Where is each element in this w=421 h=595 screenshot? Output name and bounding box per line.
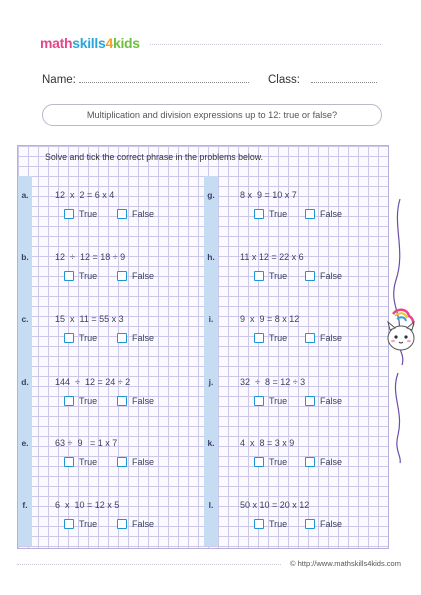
true-option[interactable] bbox=[64, 209, 97, 219]
checkbox[interactable] bbox=[305, 396, 315, 406]
false-option[interactable] bbox=[305, 271, 342, 281]
false-label: False bbox=[320, 519, 343, 529]
checkbox[interactable] bbox=[117, 333, 127, 343]
false-label: False bbox=[320, 333, 343, 343]
checkbox[interactable] bbox=[117, 396, 127, 406]
false-label: False bbox=[132, 333, 155, 343]
problem-expression: 15 x 11 = 55 x 3 bbox=[55, 314, 124, 324]
checkbox[interactable] bbox=[305, 271, 315, 281]
true-label: True bbox=[269, 333, 288, 343]
checkbox[interactable] bbox=[254, 519, 264, 529]
true-label: True bbox=[79, 209, 98, 219]
true-label: True bbox=[269, 209, 288, 219]
problem-expression: 12 ÷ 12 = 18 ÷ 9 bbox=[55, 252, 126, 262]
false-option[interactable] bbox=[305, 457, 342, 467]
false-label: False bbox=[132, 457, 155, 467]
false-option[interactable] bbox=[117, 271, 154, 281]
problem-expression: 12 x 2 = 6 x 4 bbox=[55, 190, 115, 200]
problem-letter: i. bbox=[208, 314, 214, 324]
problem-expression: 4 x 8 = 3 x 9 bbox=[240, 438, 295, 448]
true-label: True bbox=[79, 457, 98, 467]
logo-part: skills bbox=[72, 35, 106, 51]
false-option[interactable] bbox=[117, 333, 154, 343]
name-line bbox=[42, 74, 249, 86]
false-option[interactable] bbox=[117, 519, 154, 529]
checkbox[interactable] bbox=[254, 271, 264, 281]
right-letter-band bbox=[204, 176, 218, 546]
false-option[interactable] bbox=[305, 333, 342, 343]
false-label: False bbox=[132, 209, 155, 219]
checkbox[interactable] bbox=[305, 333, 315, 343]
false-label: False bbox=[320, 271, 343, 281]
logo-part: kids bbox=[112, 35, 140, 51]
checkbox[interactable] bbox=[254, 396, 264, 406]
true-label: True bbox=[269, 271, 288, 281]
false-label: False bbox=[132, 271, 155, 281]
footer-divider bbox=[17, 564, 281, 565]
true-label: True bbox=[269, 396, 288, 406]
checkbox[interactable] bbox=[305, 519, 315, 529]
class-field[interactable] bbox=[311, 82, 377, 83]
instruction-text: Solve and tick the correct phrase in the problems below. bbox=[45, 152, 264, 162]
problem-letter: j. bbox=[208, 377, 214, 387]
checkbox[interactable] bbox=[254, 457, 264, 467]
true-option[interactable] bbox=[64, 333, 97, 343]
footer-url: © http://www.mathskills4kids.com bbox=[290, 559, 401, 568]
checkbox[interactable] bbox=[64, 209, 74, 219]
unicorn-cat-icon bbox=[383, 308, 419, 358]
false-label: False bbox=[320, 457, 343, 467]
problem-expression: 11 x 12 = 22 x 6 bbox=[240, 252, 304, 262]
problem-expression: 6 x 10 = 12 x 5 bbox=[55, 500, 120, 510]
problem-expression: 8 x 9 = 10 x 7 bbox=[240, 190, 297, 200]
checkbox[interactable] bbox=[64, 333, 74, 343]
true-option[interactable] bbox=[254, 396, 287, 406]
true-option[interactable] bbox=[254, 333, 287, 343]
false-option[interactable] bbox=[117, 209, 154, 219]
checkbox[interactable] bbox=[64, 271, 74, 281]
header-divider bbox=[150, 44, 381, 45]
false-option[interactable] bbox=[117, 396, 154, 406]
false-option[interactable] bbox=[305, 396, 342, 406]
problem-expression: 63 ÷ 9 = 1 x 7 bbox=[55, 438, 118, 448]
false-label: False bbox=[132, 396, 155, 406]
checkbox[interactable] bbox=[117, 457, 127, 467]
true-option[interactable] bbox=[254, 519, 287, 529]
checkbox[interactable] bbox=[117, 519, 127, 529]
true-label: True bbox=[79, 333, 98, 343]
class-label: Class: bbox=[268, 74, 300, 86]
true-label: True bbox=[79, 396, 98, 406]
name-field[interactable] bbox=[79, 82, 249, 83]
site-logo bbox=[40, 35, 140, 51]
true-option[interactable] bbox=[64, 396, 97, 406]
false-label: False bbox=[320, 396, 343, 406]
checkbox[interactable] bbox=[64, 396, 74, 406]
true-label: True bbox=[79, 519, 98, 529]
problem-expression: 9 x 9 = 8 x 12 bbox=[240, 314, 300, 324]
problem-letter: d. bbox=[21, 377, 29, 387]
true-option[interactable] bbox=[254, 457, 287, 467]
problem-letter: a. bbox=[21, 190, 29, 200]
left-letter-band bbox=[18, 176, 32, 546]
graph-paper bbox=[17, 145, 389, 549]
problem-expression: 50 x 10 = 20 x 12 bbox=[240, 500, 310, 510]
class-line bbox=[268, 74, 377, 86]
true-option[interactable] bbox=[64, 519, 97, 529]
problem-letter: b. bbox=[21, 252, 29, 262]
true-label: True bbox=[269, 519, 288, 529]
problem-letter: l. bbox=[208, 500, 214, 510]
problem-letter: g. bbox=[207, 190, 215, 200]
checkbox[interactable] bbox=[64, 457, 74, 467]
checkbox[interactable] bbox=[117, 209, 127, 219]
true-option[interactable] bbox=[64, 457, 97, 467]
logo-part: math bbox=[40, 35, 73, 51]
true-label: True bbox=[269, 457, 288, 467]
false-option[interactable] bbox=[117, 457, 154, 467]
checkbox[interactable] bbox=[254, 333, 264, 343]
problem-letter: h. bbox=[207, 252, 215, 262]
problem-letter: k. bbox=[207, 438, 215, 448]
true-option[interactable] bbox=[64, 271, 97, 281]
problem-letter: c. bbox=[21, 314, 29, 324]
problem-letter: e. bbox=[21, 438, 29, 448]
checkbox[interactable] bbox=[117, 271, 127, 281]
false-option[interactable] bbox=[305, 209, 342, 219]
problem-expression: 144 ÷ 12 = 24 ÷ 2 bbox=[55, 377, 131, 387]
name-label: Name: bbox=[42, 74, 76, 86]
true-label: True bbox=[79, 271, 98, 281]
false-option[interactable] bbox=[305, 519, 342, 529]
problem-letter: f. bbox=[22, 500, 28, 510]
false-label: False bbox=[320, 209, 343, 219]
checkbox[interactable] bbox=[64, 519, 74, 529]
problem-expression: 32 ÷ 8 = 12 ÷ 3 bbox=[240, 377, 306, 387]
worksheet-title: Multiplication and division expressions up to 12: true or false? bbox=[42, 104, 382, 126]
checkbox[interactable] bbox=[254, 209, 264, 219]
true-option[interactable] bbox=[254, 271, 287, 281]
logo-part: 4 bbox=[105, 35, 113, 51]
checkbox[interactable] bbox=[305, 209, 315, 219]
true-option[interactable] bbox=[254, 209, 287, 219]
checkbox[interactable] bbox=[305, 457, 315, 467]
false-label: False bbox=[132, 519, 155, 529]
